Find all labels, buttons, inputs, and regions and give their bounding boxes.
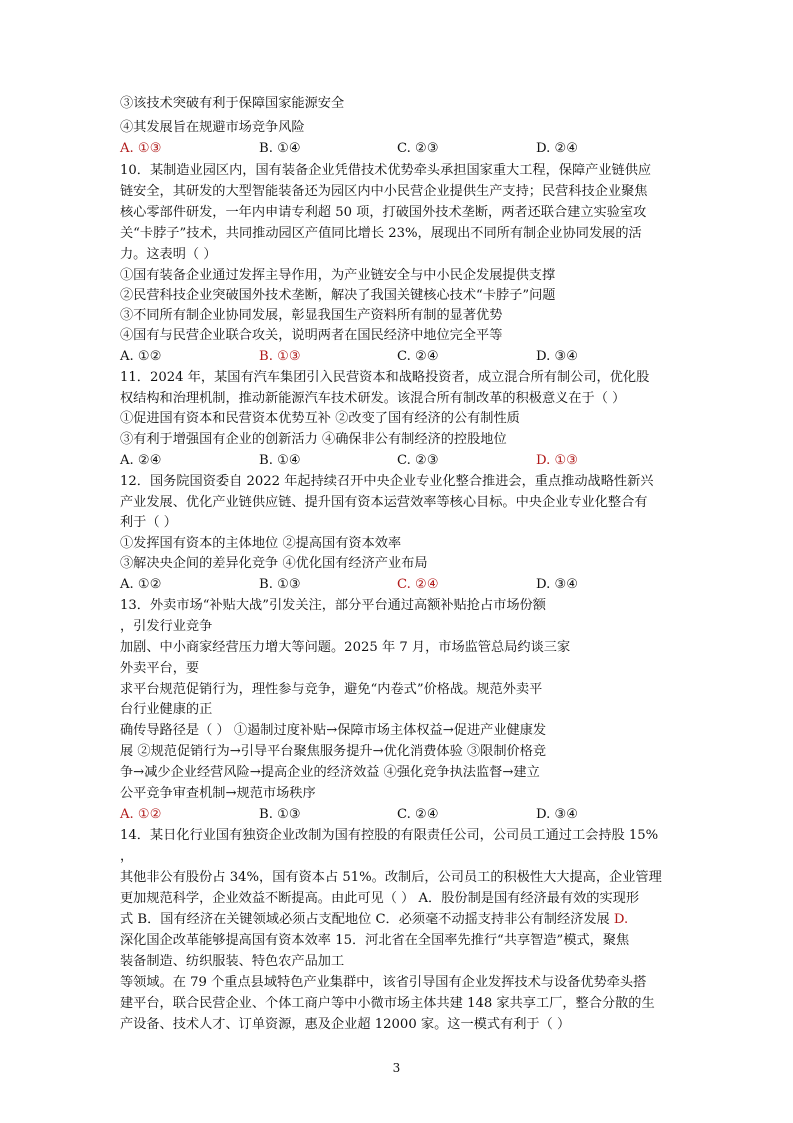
q10-statement: ④国有与民营企业联合攻关，说明两者在国民经济中地位完全平等 bbox=[120, 328, 503, 343]
option-d: D. ③④ bbox=[536, 577, 579, 592]
option-c: C. ②④ bbox=[397, 577, 439, 592]
q13-stem-line: 公平竞争审查机制→规范市场秩序 bbox=[120, 786, 316, 801]
q10-options bbox=[120, 348, 680, 366]
option-c: C. ②③ bbox=[397, 141, 439, 156]
q12-stem-line: 产业发展、优化产业链供应链、提升国有资本运营效率等核心目标。中央企业专业化整合有 bbox=[120, 495, 648, 510]
q14-stem-line: 14．某日化行业国有独资企业改制为国有控股的有限责任公司，公司员工通过工会持股 15% bbox=[120, 828, 659, 843]
option-c: C. ②③ bbox=[397, 453, 439, 468]
q12-stem-line: 利于（ ） bbox=[120, 515, 177, 530]
option-b: B. ①③ bbox=[259, 577, 301, 592]
option-a: A. ①② bbox=[120, 577, 162, 592]
option-d: D. ③④ bbox=[536, 807, 579, 822]
q11-statement: ①促进国有资本和民营资本优势互补 ②改变了国有经济的公有制性质 bbox=[120, 411, 520, 426]
q13-options bbox=[120, 806, 680, 824]
q14-stem-line: 更加规范科学，企业效益不断提高。由此可见（ ） A．股份制是国有经济最有效的实现形 bbox=[120, 891, 640, 906]
q14-options-text: 式 B．国有经济在关键领域必须占支配地位 C．必须毫不动摇支持非公有制经济发展 bbox=[120, 912, 614, 927]
q14-q15-line: 深化国企改革能够提高国有资本效率 15．河北省在全国率先推行“共享智造”模式，聚焦 bbox=[120, 933, 630, 948]
option-c: C. ②④ bbox=[397, 807, 439, 822]
q10-stem-line: 力。这表明（ ） bbox=[120, 247, 217, 262]
statement-4: ④其发展旨在规避市场竞争风险 bbox=[120, 120, 305, 135]
q15-stem-line: 装备制造、纺织服装、特色农产品加工 bbox=[120, 954, 345, 969]
option-a: A. ①② bbox=[120, 807, 162, 822]
q12-options bbox=[120, 576, 680, 594]
q13-stem-line: 争→减少企业经营风险→提高企业的经济效益 ④强化竞争执法监督→建立 bbox=[120, 765, 540, 780]
q14-option-d-letter: D. bbox=[613, 912, 629, 927]
q15-stem-line: 产设备、技术人才、订单资源，惠及企业超 12000 家。这一模式有利于（ ） bbox=[120, 1017, 571, 1032]
q10-stem-line: 关“卡脖子”技术，共同推动园区产值同比增长 23%，展现出不同所有制企业协同发展的活 bbox=[120, 226, 642, 241]
option-a: A. ②④ bbox=[120, 453, 162, 468]
q10-stem-line: 10．某制造业园区内，国有装备企业凭借技术优势牵头承担国家重大工程，保障产业链供应 bbox=[120, 163, 652, 178]
statement-3: ③该技术突破有利于保障国家能源安全 bbox=[120, 96, 345, 111]
q14-stem-line: ， bbox=[120, 849, 134, 864]
q11-statement: ③有利于增强国有企业的创新活力 ④确保非公有制经济的控股地位 bbox=[120, 432, 507, 447]
q13-stem-line: 展 ②规范促销行为→引导平台聚焦服务提升→优化消费体验 ③限制价格竞 bbox=[120, 744, 547, 759]
option-b: B. ①④ bbox=[259, 453, 301, 468]
option-a: A. ①② bbox=[120, 349, 162, 364]
page-number: 3 bbox=[392, 1061, 401, 1075]
q14-stem-line: 其他非公有股份占 34%，国有资本占 51%。改制后，公司员工的积极性大大提高，企业管理 bbox=[120, 870, 662, 885]
q13-stem-line: ，引发行业竞争 bbox=[120, 619, 213, 634]
q10-stem-line: 链安全，其研发的大型智能装备还为园区内中小民营企业提供生产支持；民营科技企业聚焦 bbox=[120, 184, 648, 199]
option-a: A. ①③ bbox=[120, 141, 162, 156]
q11-options bbox=[120, 452, 680, 470]
q9-options bbox=[120, 140, 680, 158]
option-d: D. ③④ bbox=[536, 349, 579, 364]
q13-stem-line: 求平台规范促销行为，理性参与竞争，避免“内卷式”价格战。规范外卖平 bbox=[120, 682, 543, 697]
q12-stem-line: 12．国务院国资委自 2022 年起持续召开中央企业专业化整合推进会，重点推动战略性新兴 bbox=[120, 474, 654, 489]
q12-statement: ③解决央企间的差异化竞争 ④优化国有经济产业布局 bbox=[120, 556, 428, 571]
q13-stem-line: 确传导路径是（ ） ①遏制过度补贴→保障市场主体权益→促进产业健康发 bbox=[120, 723, 547, 738]
q15-stem-line: 建平台，联合民营企业、个体工商户等中小微市场主体共建 148 家共享工厂，整合分散的生 bbox=[120, 996, 655, 1011]
q11-stem-line: 11．2024 年，某国有汽车集团引入民营资本和战略投资者，成立混合所有制公司，优化股 bbox=[120, 370, 650, 385]
q12-statement: ①发挥国有资本的主体地位 ②提高国有资本效率 bbox=[120, 536, 402, 551]
option-d: D. ①③ bbox=[536, 453, 579, 468]
q10-statement: ③不同所有制企业协同发展，彰显我国生产资料所有制的显著优势 bbox=[120, 308, 503, 323]
option-c: C. ②④ bbox=[397, 349, 439, 364]
option-b: B. ①③ bbox=[259, 807, 301, 822]
q10-statement: ②民营科技企业突破国外技术垄断，解决了我国关键核心技术“卡脖子”问题 bbox=[120, 288, 556, 303]
option-b: B. ①③ bbox=[259, 349, 301, 364]
q13-stem-line: 13．外卖市场“补贴大战”引发关注，部分平台通过高额补贴抢占市场份额 bbox=[120, 598, 546, 613]
option-d: D. ②④ bbox=[536, 141, 579, 156]
q10-statement: ①国有装备企业通过发挥主导作用，为产业链安全与中小民企发展提供支撑 bbox=[120, 268, 556, 283]
q11-stem-line: 权结构和治理机制，推动新能源汽车技术研发。该混合所有制改革的积极意义在于（ ） bbox=[120, 391, 626, 406]
q15-stem-line: 等领域。在 79 个重点县域特色产业集群中，该省引导国有企业发挥技术与设备优势牵头搭 bbox=[120, 975, 647, 990]
q14-options-line bbox=[120, 911, 628, 929]
q13-stem-line: 加剧、中小商家经营压力增大等问题。2025 年 7 月，市场监管总局约谈三家 bbox=[120, 640, 571, 655]
option-b: B. ①④ bbox=[259, 141, 301, 156]
q10-stem-line: 核心零部件研发，一年内申请专利超 50 项，打破国外技术垄断，两者还联合建立实验室攻 bbox=[120, 205, 647, 220]
q13-stem-line: 外卖平台，要 bbox=[120, 661, 200, 676]
q13-stem-line: 台行业健康的正 bbox=[120, 702, 213, 717]
